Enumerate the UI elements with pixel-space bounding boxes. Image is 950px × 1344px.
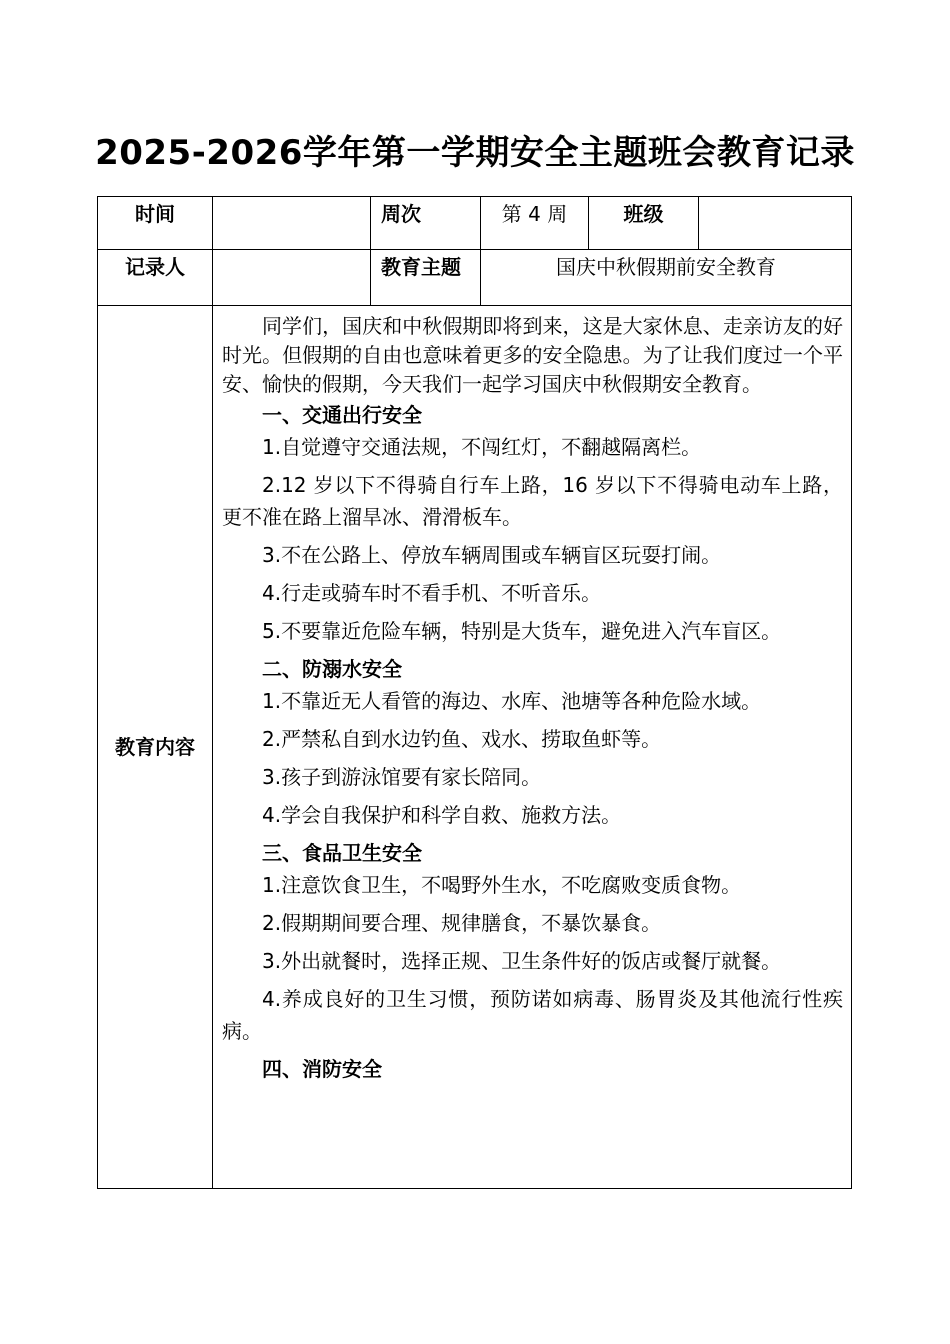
content-label: 教育内容	[98, 306, 213, 1189]
class-label: 班级	[589, 197, 699, 250]
topic-value: 国庆中秋假期前安全教育	[481, 250, 852, 306]
section-heading: 三、食品卫生安全	[262, 841, 422, 865]
time-label: 时间	[98, 197, 213, 250]
content-row	[98, 306, 852, 1189]
header-row-1	[98, 197, 852, 250]
list-item: 4.行走或骑车时不看手机、不听音乐。	[262, 581, 602, 605]
list-item: 5.不要靠近危险车辆，特别是大货车，避免进入汽车盲区。	[262, 619, 782, 643]
content-cell	[213, 306, 852, 1189]
document-title: 2025-2026学年第一学期安全主题班会教育记录	[95, 133, 855, 173]
list-item: 1.注意饮食卫生，不喝野外生水，不吃腐败变质食物。	[262, 873, 742, 897]
content-body	[222, 312, 843, 1188]
list-item: 2.严禁私自到水边钓鱼、戏水、捞取鱼虾等。	[262, 727, 662, 751]
list-item: 1.不靠近无人看管的海边、水库、池塘等各种危险水域。	[262, 689, 762, 713]
list-item: 3.外出就餐时，选择正规、卫生条件好的饭店或餐厅就餐。	[262, 949, 782, 973]
list-item: 2.假期期间要合理、规律膳食，不暴饮暴食。	[262, 911, 662, 935]
list-item: 3.不在公路上、停放车辆周围或车辆盲区玩耍打闹。	[262, 543, 722, 567]
intro-paragraph: 同学们，国庆和中秋假期即将到来，这是大家休息、走亲访友的好时光。但假期的自由也意味着更多的安全隐患。为了让我们度过一个平安、愉快的假期，今天我们一起学习国庆中秋假期安全教育。	[222, 314, 843, 396]
list-item: 4.养成良好的卫生习惯，预防诺如病毒、肠胃炎及其他流行性疾病。	[222, 987, 843, 1043]
recorder-value	[213, 250, 371, 306]
recorder-label: 记录人	[98, 250, 213, 306]
section-heading: 二、防溺水安全	[262, 657, 402, 681]
week-value: 第 4 周	[481, 197, 589, 250]
header-row-2	[98, 250, 852, 306]
section-heading: 四、消防安全	[262, 1057, 382, 1081]
list-item: 1.自觉遵守交通法规，不闯红灯，不翻越隔离栏。	[262, 435, 702, 459]
list-item: 2.12 岁以下不得骑自行车上路，16 岁以下不得骑电动车上路，更不准在路上溜旱冰、滑滑板车。	[222, 473, 843, 529]
record-table	[97, 196, 852, 1189]
list-item: 4.学会自我保护和科学自救、施救方法。	[262, 803, 622, 827]
week-label: 周次	[371, 197, 481, 250]
section-heading: 一、交通出行安全	[262, 403, 422, 427]
topic-label: 教育主题	[371, 250, 481, 306]
list-item: 3.孩子到游泳馆要有家长陪同。	[262, 765, 542, 789]
class-value	[699, 197, 852, 250]
time-value	[213, 197, 371, 250]
